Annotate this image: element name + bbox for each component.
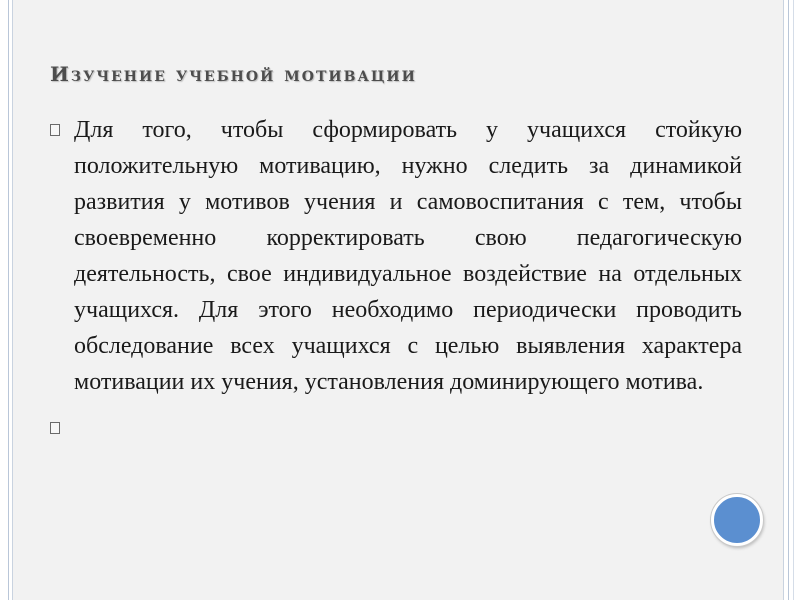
bullet-text: Для того, чтобы сформировать у учащихся стойкую положительную мотивацию, нужно следить за динамикой развития у мотивов учения и самовоспитания с тем, чтобы своевременно корректировать свою педагогическую деятельность, свое индивидуальное воздействие на отдельных учащихся. Для этого необходимо периодически проводить обследование всех учащихся с целью выявления характера мотивации их учения, установления доминирующего мотива. [74, 117, 742, 395]
slide-title: Изучение учебной мотивации [50, 62, 417, 86]
slide-edge-line-right-outer [793, 0, 794, 600]
bullet-item [44, 112, 742, 400]
slide-edge-line-left [8, 0, 9, 600]
bullet-list [44, 112, 744, 410]
bullet-marker-icon [50, 422, 60, 434]
bullet-marker-icon [50, 124, 60, 136]
decorative-circle-icon [711, 494, 763, 546]
slide-edge-line-right [788, 0, 789, 600]
